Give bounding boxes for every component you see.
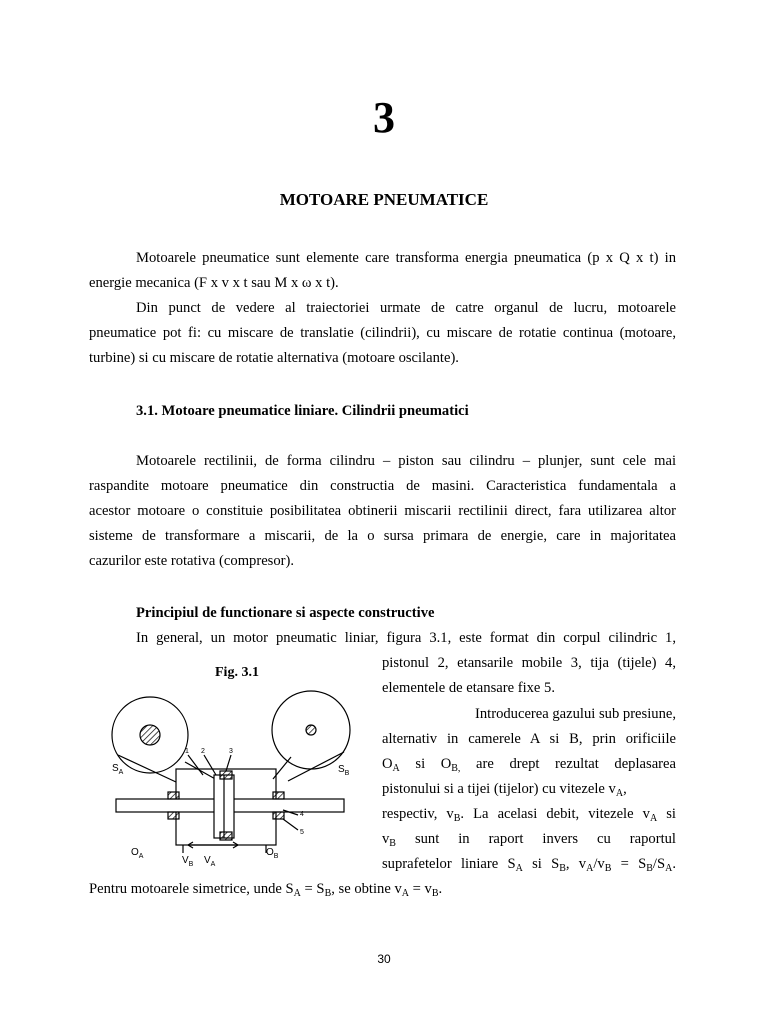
- wrap-line: elementele de etansare fixe 5.: [382, 680, 556, 696]
- label-4: 4: [300, 811, 304, 818]
- intro-line: turbine) si cu miscare de rotatie alternativa (motoare oscilante).: [89, 350, 459, 366]
- section-line: cazurilor este rotativa (compresor).: [89, 553, 295, 569]
- section-heading: 3.1. Motoare pneumatice liniare. Cilindrii pneumatici: [136, 403, 469, 419]
- label-vb: $V_B$: [182, 855, 194, 868]
- subsection-line: Pentru motoarele simetrice, unde $S_A = S_B$, se obtine $v_A = v_B$.: [89, 881, 443, 899]
- wrap-line: Introducerea gazului sub presiune,: [475, 706, 676, 722]
- right-reel-hub: [306, 725, 316, 735]
- section-line: raspandite motoare pneumatice din constructia de masini. Caracteristica fundamentala a: [89, 478, 676, 494]
- intro-line: energie mecanica (F x v x t sau M x ω x t).: [89, 275, 339, 291]
- wrap-line: $O_A$ si $O_{B,}$ are drept rezultat deplasarea: [382, 756, 676, 774]
- section-line: Motoarele rectilinii, de forma cilindru – piston sau cilindru – plunjer, sunt cele mai: [136, 453, 676, 469]
- page-number: 30: [377, 952, 391, 966]
- wrap-line: $v_B$ sunt in raport invers cu raportul: [382, 831, 676, 849]
- chapter-title: MOTOARE PNEUMATICE: [279, 190, 489, 209]
- pneumatic-cylinder-figure: [108, 685, 358, 875]
- left-reel-hub: [140, 725, 160, 745]
- label-5: 5: [300, 829, 304, 836]
- label-1: 1: [185, 748, 189, 755]
- subsection-line: In general, un motor pneumatic liniar, figura 3.1, este format din corpul cilindric 1,: [136, 630, 676, 646]
- intro-line: Motoarele pneumatice sunt elemente care transforma energia pneumatica (p x Q x t) in: [136, 250, 676, 266]
- wrap-line: respectiv, $v_B$. La acelasi debit, vitezele $v_A$ si: [382, 806, 676, 824]
- label-ob: $O_B$: [266, 847, 279, 860]
- label-3: 3: [229, 748, 233, 755]
- wrap-line: pistonului si a tijei (tijelor) cu vitezele $v_A$,: [382, 781, 627, 799]
- intro-line: pneumatice pot fi: cu miscare de translatie (cilindrii), cu miscare de rotatie continua (motoare,: [89, 325, 676, 341]
- wrap-line: suprafetelor liniare $S_A$ si $S_B$, $v_A/v_B = S_B/S_A$.: [382, 856, 676, 874]
- wrap-line: alternativ in camerele A si B, prin orificiile: [382, 731, 676, 747]
- label-2: 2: [201, 748, 205, 755]
- intro-line: Din punct de vedere al traiectoriei urmate de catre organul de lucru, motoarele: [136, 300, 676, 316]
- wrap-line: pistonul 2, etansarile mobile 3, tija (tijele) 4,: [382, 655, 676, 671]
- chapter-number: 3: [373, 93, 395, 142]
- label-sb: $S_B$: [338, 764, 350, 777]
- section-line: acestor motoare o constituie posibilitatea obtinerii miscarii rectilinii direct, fara utilizarea altor: [89, 503, 676, 519]
- subsection-heading: Principiul de functionare si aspecte constructive: [136, 605, 435, 621]
- label-va: $V_A$: [204, 855, 216, 868]
- label-sa: $S_A$: [112, 763, 124, 776]
- section-line: sisteme de transformare a miscarii, de la o sursa primara de energie, care in majoritatea: [89, 528, 676, 544]
- label-oa: $O_A$: [131, 847, 144, 860]
- figure-caption: Fig. 3.1: [215, 665, 259, 680]
